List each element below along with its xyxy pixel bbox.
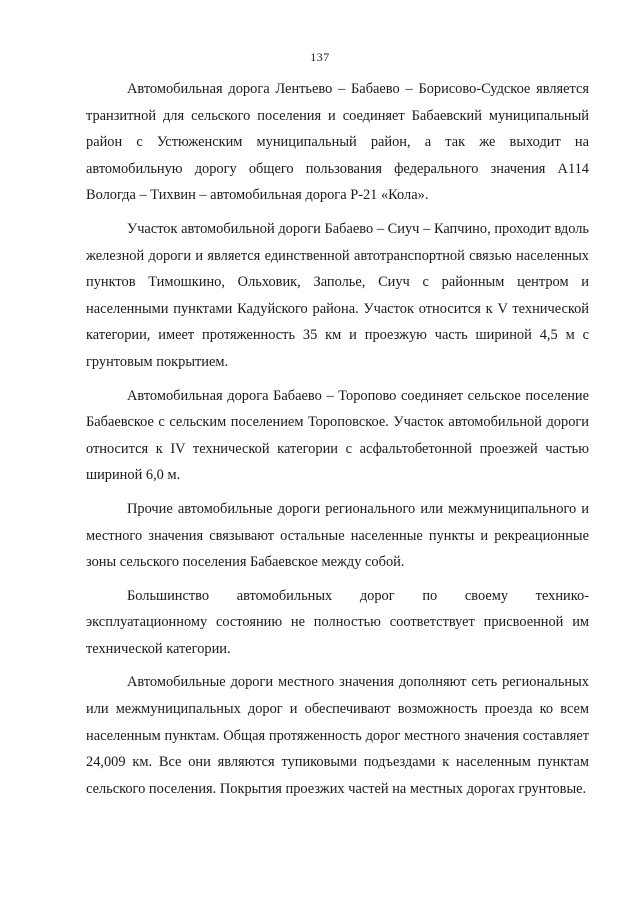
paragraph-road-babaevo-toropovo: Автомобильная дорога Бабаево – Торопово соединяет сельское поселение Бабаевское с сельским поселением Тороповское. Участок автомобильной дороги относится к IV технической категории с асфальтобетонной проезжей частью шириной 6,0 м.: [86, 387, 589, 484]
paragraph-other-roads: Прочие автомобильные дороги регионального или межмуниципального и местного значения связывают остальные населенные пункты и рекреационные зоны сельского поселения Бабаевское между собой.: [86, 500, 589, 571]
paragraph-road-babaevo-siuch: Участок автомобильной дороги Бабаево – Сиуч – Капчино, проходит вдоль железной дороги и является единственной автотранспортной связью населенных пунктов Тимошкино, Ольховик, Заполье, Сиуч с районным центром и населенными пунктами Кадуйского района. Участок относится к V технической категории, имеет протяженность 35 км и проезжую часть шириной 4,5 м с грунтовым покрытием.: [86, 220, 589, 370]
paragraph-local-roads: Автомобильные дороги местного значения дополняют сеть региональных или межмуниципальных дорог и обеспечивают возможность проезда ко всем населенным пунктам. Общая протяженность дорог местного значения составляет 24,009 км. Все они являются тупиковыми подъездами к населенным пунктам сельского поселения. Покрытия проезжих частей на местных дорогах грунтовые.: [86, 674, 589, 797]
paragraph-road-lentevo-babaevo: Автомобильная дорога Лентьево – Бабаево – Борисово-Судское является транзитной для сельского поселения и соединяет Бабаевский муниципальный район с Устюженским муниципальный район, а так же выходит на автомобильную дорогу общего пользования федерального значения А114 Вологда – Тихвин – автомобильная дорога Р-21 «Кола».: [86, 81, 589, 204]
paragraph-road-condition: Большинство автомобильных дорог по своему технико-эксплуатационному состоянию не полностью соответствует присвоенной им технической категории.: [86, 587, 589, 657]
document-body: [86, 76, 589, 809]
page-number: 137: [310, 50, 330, 64]
